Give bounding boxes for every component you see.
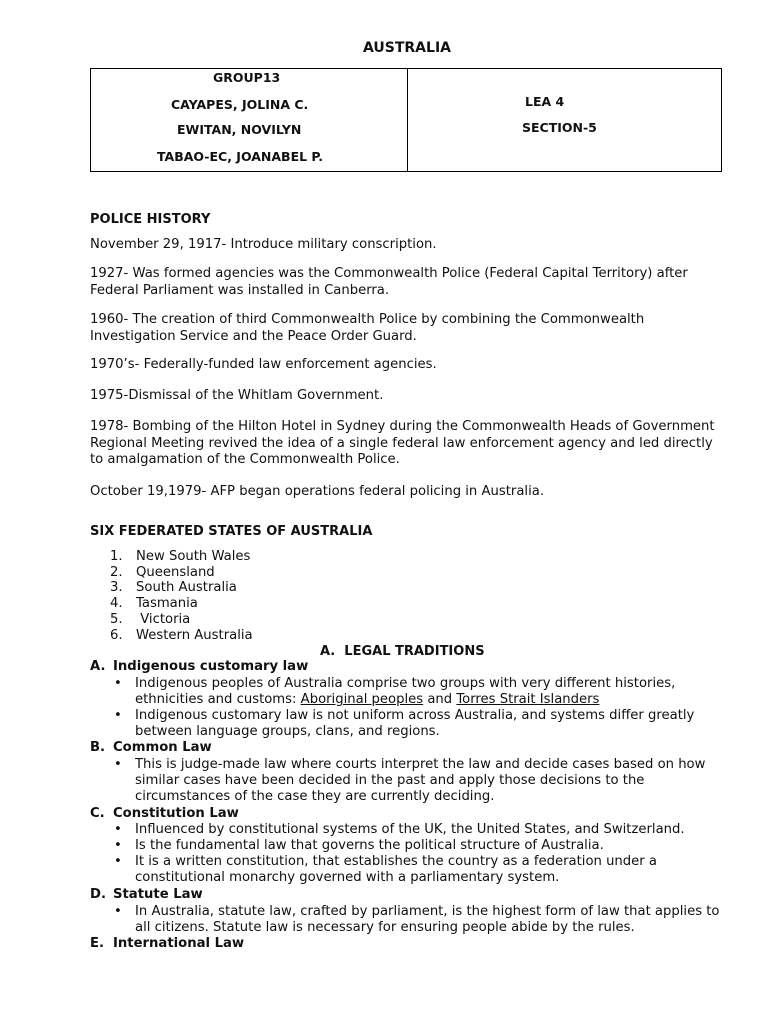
law-heading	[90, 936, 244, 951]
state-name: South Australia	[136, 580, 237, 595]
member-name: CAYAPES, JOLINA C.	[171, 97, 309, 112]
member-name: EWITAN, NOVILYN	[177, 122, 302, 137]
aboriginal-peoples-link[interactable]: Aboriginal peoples	[300, 692, 424, 708]
list-item	[110, 549, 250, 565]
document-title: AUSTRALIA	[363, 40, 451, 56]
state-name: Queensland	[136, 565, 215, 580]
bullet-item	[114, 757, 724, 806]
bullet-text: Indigenous customary law is not uniform across Australia, and systems differ greatly between language groups, clans, and regions.	[135, 708, 695, 740]
bullet-dot-icon: •	[114, 838, 122, 853]
bullet-text	[135, 676, 724, 708]
bullet-text: This is judge-made law where courts interpret the law and decide cases based on how similar cases have been decided in the past and apply those decisions to the circumstances of the case they are currently deciding.	[135, 757, 706, 805]
law-letter: D.	[90, 887, 106, 902]
list-number: 3.	[110, 580, 123, 595]
bullet-item	[114, 708, 724, 740]
bullet-dot-icon: •	[114, 757, 122, 772]
bullet-text-part: Indigenous peoples of Australia comprise two groups with very different histories, ethnicities and customs:	[135, 676, 676, 708]
list-item	[110, 580, 237, 596]
law-letter: C.	[90, 806, 105, 821]
bullet-text: In Australia, statute law, crafted by parliament, is the highest form of law that applies to all citizens. Statute law is necessary for ensuring people abide by the rules.	[135, 904, 720, 936]
law-title: Indigenous customary law	[113, 659, 309, 674]
history-entry: November 29, 1917- Introduce military conscription.	[90, 237, 437, 252]
law-letter: B.	[90, 740, 106, 755]
list-number: 2.	[110, 565, 123, 580]
bullet-dot-icon: •	[114, 708, 122, 723]
header-table	[90, 68, 722, 172]
bullet-dot-icon: •	[114, 822, 122, 837]
member-name: TABAO-EC, JOANABEL P.	[157, 149, 324, 164]
law-letter: E.	[90, 936, 105, 951]
state-name: Tasmania	[136, 596, 198, 611]
subject-label: LEA 4	[525, 94, 565, 109]
bullet-dot-icon: •	[114, 676, 122, 691]
bullet-text: It is a written constitution, that establishes the country as a federation under a constitutional monarchy governed with a parliamentary system.	[135, 854, 657, 886]
legal-traditions-heading: A. LEGAL TRADITIONS	[320, 644, 485, 659]
list-item	[110, 565, 215, 581]
bullet-item	[114, 838, 724, 854]
law-letter: A.	[90, 659, 106, 674]
history-entry: 1978- Bombing of the Hilton Hotel in Sydney during the Commonwealth Heads of Government Regional Meeting revived the idea of a single federal law enforcement agency and led directly to amalgamation of the Commonwealth Police.	[90, 419, 715, 467]
list-number: 6.	[110, 628, 123, 643]
group-label: GROUP13	[213, 70, 281, 85]
history-entry: 1927- Was formed agencies was the Commonwealth Police (Federal Capital Territory) after Federal Parliament was installed in Canberra.	[90, 266, 688, 298]
bullet-item	[114, 676, 724, 708]
law-heading	[90, 806, 239, 821]
bullet-item	[114, 822, 724, 838]
torres-strait-islanders-link[interactable]: Torres Strait Islanders	[456, 692, 600, 708]
law-title: Common Law	[113, 740, 212, 755]
list-item	[110, 628, 253, 644]
list-number: 4.	[110, 596, 123, 611]
bullet-item	[114, 904, 724, 936]
history-entry: 1960- The creation of third Commonwealth Police by combining the Commonwealth Investigation Service and the Peace Order Guard.	[90, 312, 645, 344]
history-entry: 1970’s- Federally-funded law enforcement agencies.	[90, 357, 437, 372]
state-name: New South Wales	[136, 549, 251, 564]
history-entry: 1975-Dismissal of the Whitlam Government.	[90, 388, 384, 403]
history-entry: October 19,1979- AFP began operations federal policing in Australia.	[90, 484, 545, 499]
law-heading	[90, 740, 212, 755]
bullet-text: Influenced by constitutional systems of the UK, the United States, and Switzerland.	[135, 822, 685, 837]
list-number: 1.	[110, 549, 123, 564]
bullet-item	[114, 854, 724, 886]
law-title: Statute Law	[113, 887, 203, 902]
law-title: International Law	[113, 936, 245, 951]
state-name: Victoria	[136, 612, 191, 627]
police-history-heading: POLICE HISTORY	[90, 212, 211, 227]
section-label: SECTION-5	[522, 120, 597, 135]
bullet-text: Is the fundamental law that governs the political structure of Australia.	[135, 838, 604, 853]
list-number: 5.	[110, 612, 123, 627]
bullet-dot-icon: •	[114, 854, 122, 869]
state-name: Western Australia	[136, 628, 253, 643]
states-heading: SIX FEDERATED STATES OF AUSTRALIA	[90, 524, 373, 539]
list-item	[110, 596, 198, 612]
bullet-dot-icon: •	[114, 904, 122, 919]
list-item	[110, 612, 190, 628]
header-divider	[407, 69, 408, 171]
law-title: Constitution Law	[113, 806, 239, 821]
law-heading	[90, 659, 308, 674]
law-heading	[90, 887, 203, 902]
bullet-text-part: and	[423, 692, 457, 708]
